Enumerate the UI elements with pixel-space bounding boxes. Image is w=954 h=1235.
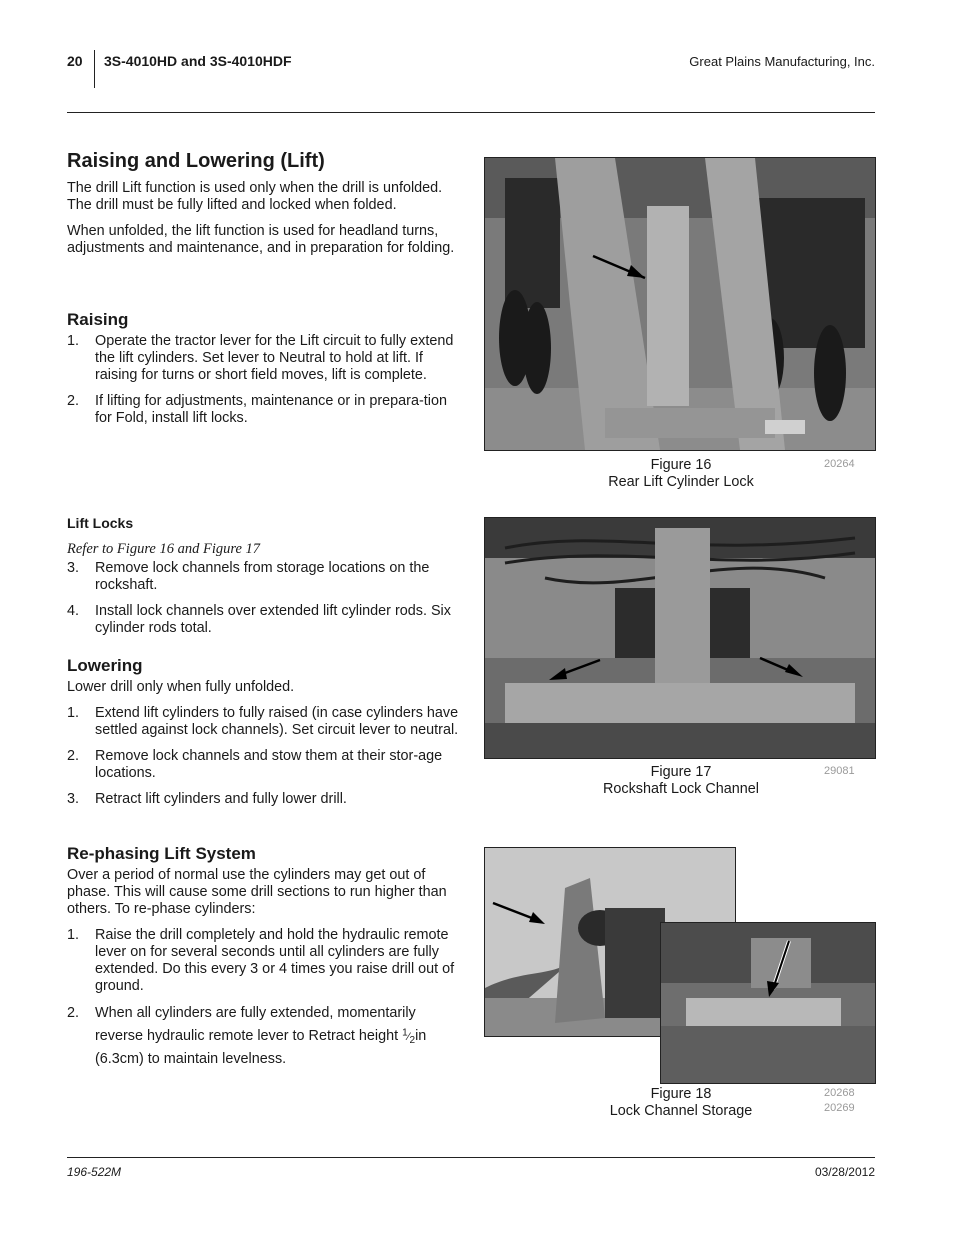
header-divider	[94, 50, 95, 88]
list-item	[67, 748, 459, 782]
list-item	[67, 603, 459, 637]
lift-locks-block	[67, 515, 459, 637]
rephasing-block	[67, 844, 459, 1069]
figure-label: Figure 17	[650, 764, 712, 780]
step-text: Raise the drill completely and hold the hydraulic remote lever on for several seconds until all cylinders are fully extended. Do this every 3 or 4 times you raise drill out of ground.	[95, 927, 455, 994]
list-item	[67, 791, 459, 808]
figure-18-caption	[531, 1086, 831, 1120]
step-number: 2.	[67, 748, 80, 764]
list-item	[67, 333, 459, 384]
figure-16-caption	[531, 457, 831, 491]
lowering-intro: Lower drill only when fully unfolded.	[67, 679, 295, 695]
lowering-block	[67, 656, 459, 808]
step-number: 2.	[67, 393, 80, 409]
list-item	[67, 1004, 459, 1069]
list-item	[67, 705, 459, 739]
section-title: Raising and Lowering (Lift)	[67, 150, 325, 172]
rephasing-heading: Re-phasing Lift System	[67, 844, 256, 863]
step-text: Remove lock channels from storage locations on the rockshaft.	[95, 560, 430, 593]
step-text	[95, 1005, 426, 1067]
rephasing-intro: Over a period of normal use the cylinders may get out of phase. This will cause some drill sections to run higher than others. To re-phase cylinders:	[67, 867, 447, 917]
header-rule	[67, 112, 875, 113]
figure-17-photo	[484, 517, 876, 759]
lock-channel-storage-photo-b	[661, 923, 875, 1083]
step-text: Operate the tractor lever for the Lift circuit to fully extend the lift cylinders. Set lever to Neutral to hold at lift. If raising for turns or short field moves, lift is complete.	[95, 333, 454, 383]
list-item	[67, 393, 459, 427]
intro-paragraph-2: When unfolded, the lift function is used for headland turns, adjustments and maintenance, and in preparation for folding.	[67, 223, 455, 256]
document-number: 196-522M	[67, 1165, 122, 1179]
company-name: Great Plains Manufacturing, Inc.	[689, 54, 875, 69]
lift-locks-heading: Lift Locks	[67, 515, 134, 531]
revision-date: 03/28/2012	[814, 1165, 875, 1179]
figure-reference: Refer to Figure 16 and Figure 17	[67, 541, 261, 557]
figure-17-caption	[531, 764, 831, 798]
raising-heading: Raising	[67, 310, 129, 329]
step-number: 1.	[67, 927, 80, 943]
figure-caption-text: Rear Lift Cylinder Lock	[608, 474, 754, 490]
figure-caption-text: Lock Channel Storage	[609, 1103, 753, 1119]
footer-rule	[67, 1157, 875, 1158]
lowering-heading: Lowering	[67, 656, 143, 675]
figure-17-id: 29081	[824, 765, 855, 777]
step-number: 2.	[67, 1005, 80, 1021]
page-number: 20	[67, 53, 83, 69]
section-raising-lowering	[67, 149, 459, 257]
step-text-part: When all cylinders are fully extended, momentarily reverse hydraulic remote lever to Retract height	[95, 1005, 416, 1044]
step-text: Install lock channels over extended lift cylinder rods. Six cylinder rods total.	[95, 603, 451, 636]
figure-18-id-b: 20269	[824, 1102, 855, 1114]
fraction-denominator: 2	[409, 1034, 416, 1046]
figure-16-id: 20264	[824, 458, 855, 470]
model-title: 3S-4010HD and 3S-4010HDF	[104, 53, 292, 69]
step-text: Remove lock channels and stow them at their stor-age locations.	[95, 748, 443, 781]
step-number: 3.	[67, 560, 80, 576]
raising-block	[67, 310, 459, 427]
step-number: 4.	[67, 603, 80, 619]
figure-caption-text: Rockshaft Lock Channel	[603, 781, 759, 797]
step-text: Extend lift cylinders to fully raised (in case cylinders have settled against lock channels). Set circuit lever to neutral.	[95, 705, 459, 738]
figure-18-photo-b	[660, 922, 876, 1084]
fraction-numerator: 1	[402, 1027, 408, 1038]
intro-paragraph-1: The drill Lift function is used only when the drill is unfolded. The drill must be fully lifted and locked when folded.	[67, 180, 443, 213]
list-item	[67, 560, 459, 594]
step-text-part: in (6.3cm) to maintain levelness.	[95, 1027, 427, 1067]
step-text: Retract lift cylinders and fully lower drill.	[95, 791, 347, 807]
list-item	[67, 927, 459, 995]
rear-lift-cylinder-photo	[485, 158, 875, 450]
step-number: 1.	[67, 333, 80, 349]
fraction: $^1⁄_2$	[402, 1027, 416, 1046]
step-number: 1.	[67, 705, 80, 721]
figure-18-id-a: 20268	[824, 1087, 855, 1099]
step-number: 3.	[67, 791, 80, 807]
figure-16-photo	[484, 157, 876, 451]
step-text: If lifting for adjustments, maintenance or in prepara-tion for Fold, install lift locks.	[95, 393, 447, 426]
rockshaft-lock-channel-photo	[485, 518, 875, 758]
figure-label: Figure 16	[650, 457, 712, 473]
figure-label: Figure 18	[650, 1086, 712, 1102]
